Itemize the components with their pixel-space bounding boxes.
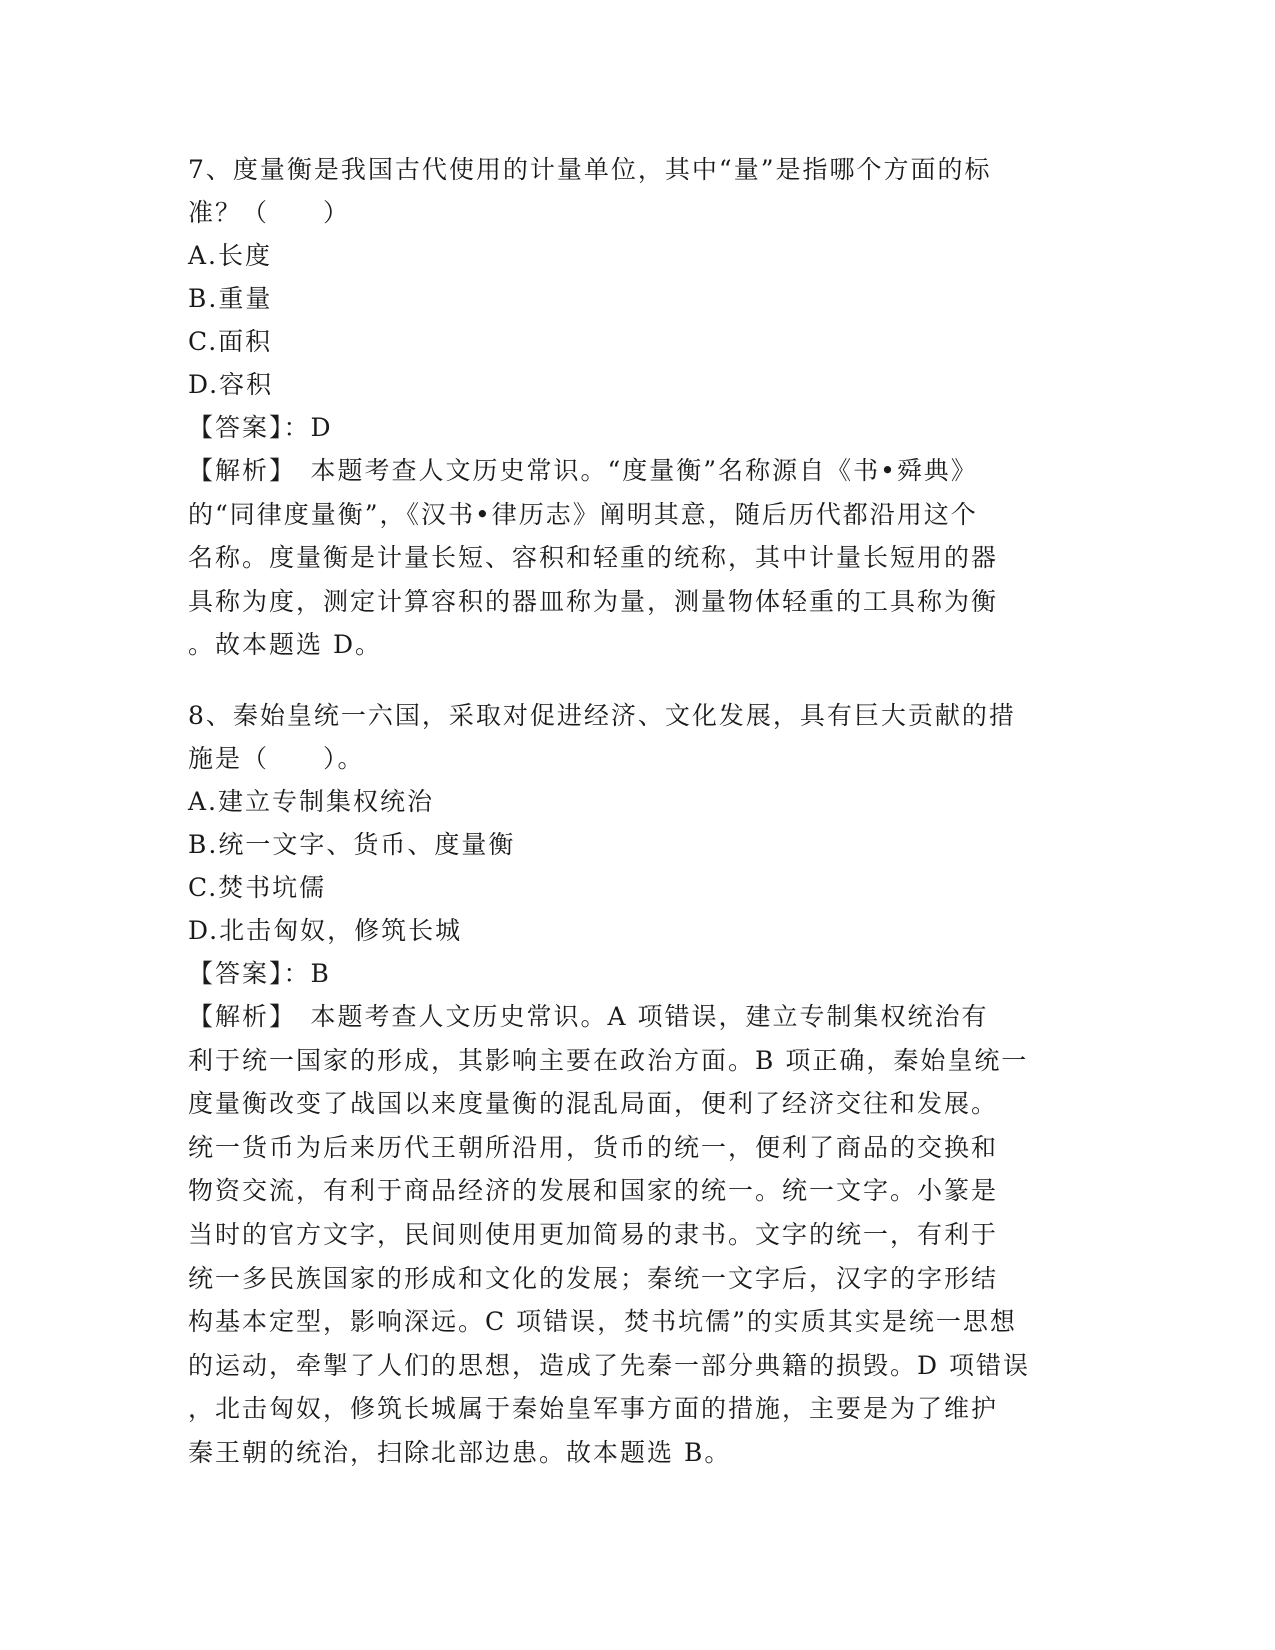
option-list [188,234,1088,406]
option-d: D.容积 [188,370,274,399]
stem-line: 施是（ ）。 [188,744,365,773]
explanation-line: 具称为度，测定计算容积的器皿称为量，测量物体轻重的工具称为衡 [188,586,999,616]
explanation-line: 秦王朝的统治，扫除北部边患。故本题选 B。 [188,1437,732,1467]
option-b: B.重量 [188,284,273,313]
explanation [188,449,1088,667]
option-a: A.建立专制集权统治 [188,787,435,816]
question-8 [188,694,1088,1475]
answer-value: B [310,959,331,988]
stem-line: 7、度量衡是我国古代使用的计量单位，其中“量”是指哪个方面的标 [188,155,992,184]
question-7 [188,148,1088,667]
answer-line [188,952,1088,995]
option-b: B.统一文字、货币、度量衡 [188,830,516,859]
explanation-line: 物资交流，有利于商品经济的发展和国家的统一。统一文字。小篆是 [188,1176,999,1206]
option-c: C.面积 [188,327,273,356]
answer-label: 【答案】： [188,413,311,442]
explanation-line: 。故本题选 D。 [188,630,382,660]
explanation-line: 构基本定型，影响深远。C 项错误，焚书坑儒”的实质其实是统一思想 [188,1307,1017,1337]
explanation-line: ，北击匈奴，修筑长城属于秦始皇军事方面的措施，主要是为了维护 [188,1394,999,1424]
option-d: D.北击匈奴，修筑长城 [188,916,463,945]
explanation-line: 统一货币为后来历代王朝所沿用，货币的统一，便利了商品的交换和 [188,1132,999,1162]
answer-line [188,406,1088,449]
explanation-line: 利于统一国家的形成，其影响主要在政治方面。B 项正确，秦始皇统一 [188,1045,1029,1075]
stem-line: 准？（ ） [188,198,351,227]
explanation-line: 【解析】 本题考查人文历史常识。A 项错误，建立专制集权统治有 [188,1002,989,1031]
stem-line: 8、秦始皇统一六国，采取对促进经济、文化发展，具有巨大贡献的措 [188,701,1016,730]
explanation [188,995,1088,1475]
option-c: C.焚书坑儒 [188,873,327,902]
explanation-line: 【解析】 本题考查人文历史常识。“度量衡”名称源自《书•舜典》 [188,456,978,485]
question-stem [188,694,1088,780]
explanation-line: 的运动，牵掣了人们的思想，造成了先秦一部分典籍的损毁。D 项错误 [188,1350,1030,1380]
option-list [188,780,1088,952]
answer-value: D [310,413,333,442]
explanation-line: 的“同律度量衡”，《汉书•律历志》阐明其意，随后历代都沿用这个 [188,499,978,529]
question-stem [188,148,1088,234]
explanation-line: 度量衡改变了战国以来度量衡的混乱局面，便利了经济交往和发展。 [188,1089,999,1119]
explanation-line: 当时的官方文字，民间则使用更加简易的隶书。文字的统一，有利于 [188,1219,999,1249]
explanation-line: 名称。度量衡是计量长短、容积和轻重的统称，其中计量长短用的器 [188,543,999,573]
option-a: A.长度 [188,241,273,270]
explanation-line: 统一多民族国家的形成和文化的发展；秦统一文字后，汉字的字形结 [188,1263,999,1293]
answer-label: 【答案】： [188,959,311,988]
